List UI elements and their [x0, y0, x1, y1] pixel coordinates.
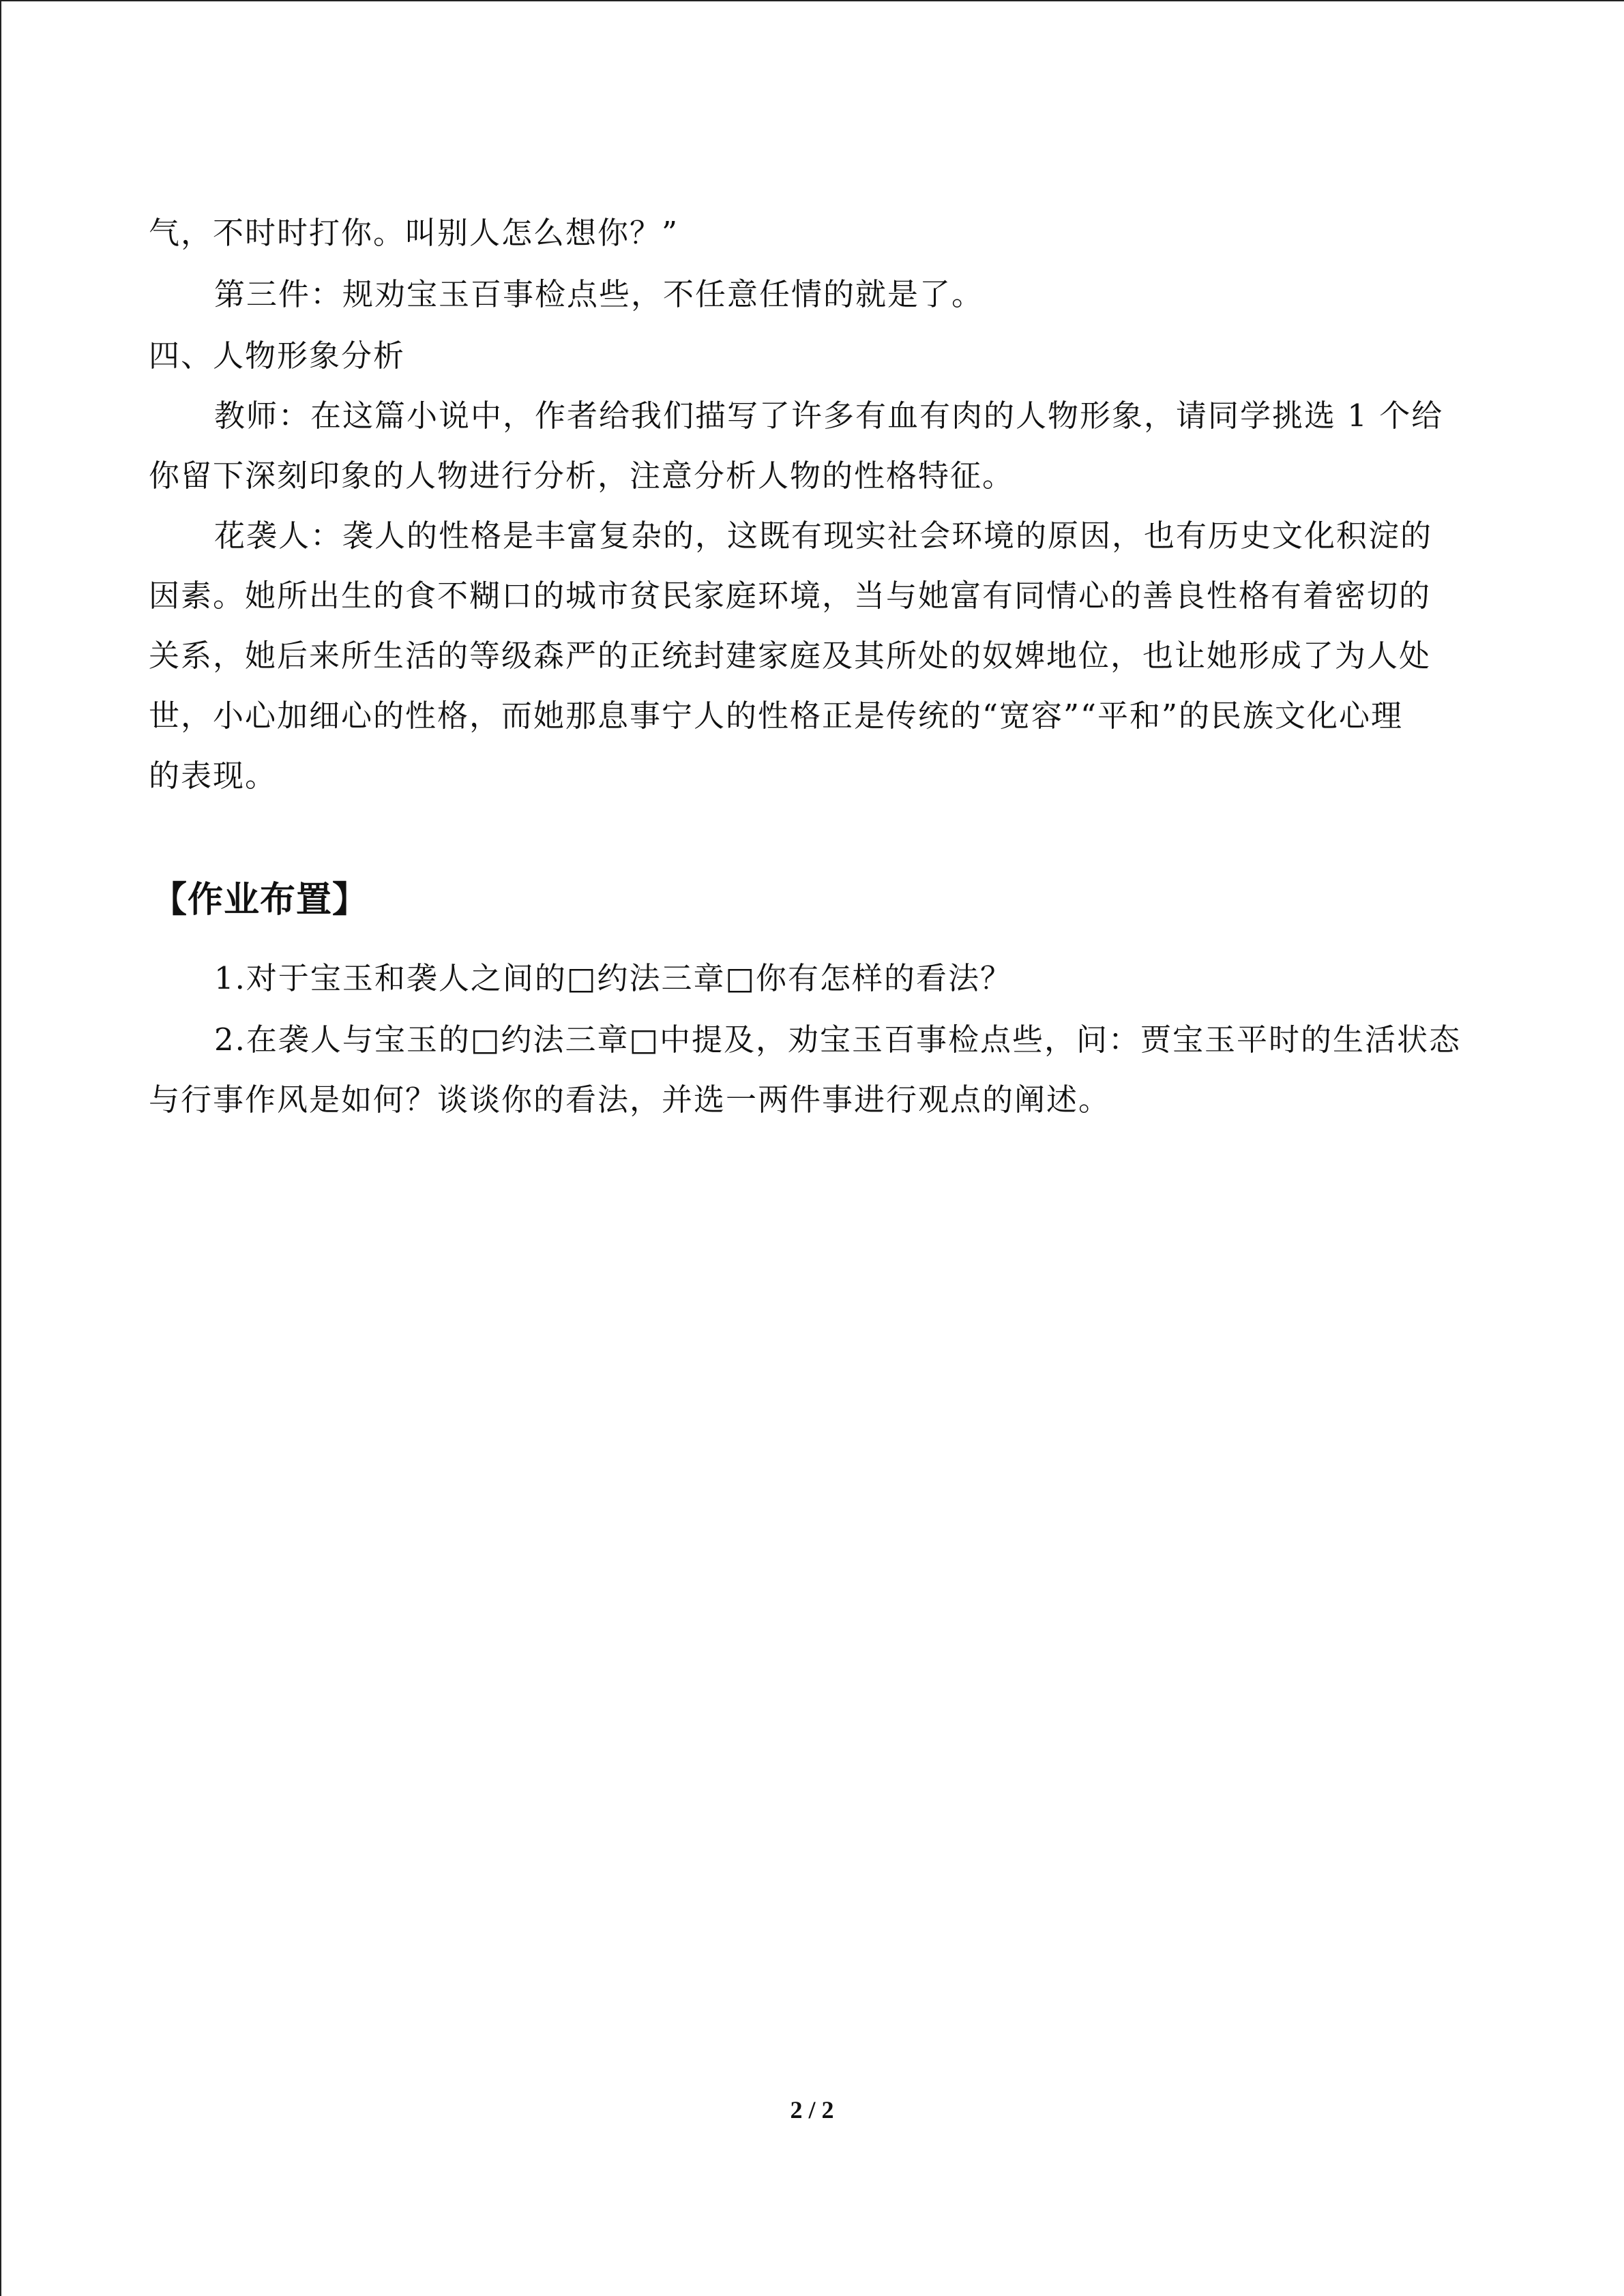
section-heading: 四、人物形象分析	[149, 338, 406, 374]
body-text-line: 因素。她所出生的食不糊口的城市贫民家庭环境，当与她富有同情心的善良性格有着密切的	[149, 578, 1432, 614]
body-text-line: 花袭人：袭人的性格是丰富复杂的，这既有现实社会环境的原因，也有历史文化积淀的	[214, 518, 1433, 554]
body-text-line: 教师：在这篇小说中，作者给我们描写了许多有血有肉的人物形象，请同学挑选 1 个给	[214, 398, 1444, 434]
homework-item-continuation: 与行事作风是如何？谈谈你的看法，并选一两件事进行观点的阐述。	[149, 1082, 1111, 1118]
body-text-line: 关系，她后来所生活的等级森严的正统封建家庭及其所处的奴婢地位，也让她形成了为人处	[149, 638, 1432, 674]
homework-item: 2.在袭人与宝玉的□约法三章□中提及，劝宝玉百事检点些，问：贾宝玉平时的生活状态	[214, 1022, 1461, 1058]
body-text-line: 世，小心加细心的性格，而她那息事宁人的性格正是传统的“宽容”“平和”的民族文化心理	[149, 698, 1404, 734]
body-text-line: 的表现。	[149, 758, 278, 794]
homework-heading: 【作业布置】	[151, 880, 369, 921]
homework-item: 1.对于宝玉和袭人之间的□约法三章□你有怎样的看法？	[214, 960, 1012, 996]
page-number: 2 / 2	[790, 2096, 834, 2123]
body-text-line: 第三件：规劝宝玉百事检点些，不任意任情的就是了。	[214, 276, 984, 312]
body-text-line: 气，不时时打你。叫别人怎么想你？”	[149, 215, 679, 251]
body-text-line: 你留下深刻印象的人物进行分析，注意分析人物的性格特征。	[149, 458, 1015, 494]
